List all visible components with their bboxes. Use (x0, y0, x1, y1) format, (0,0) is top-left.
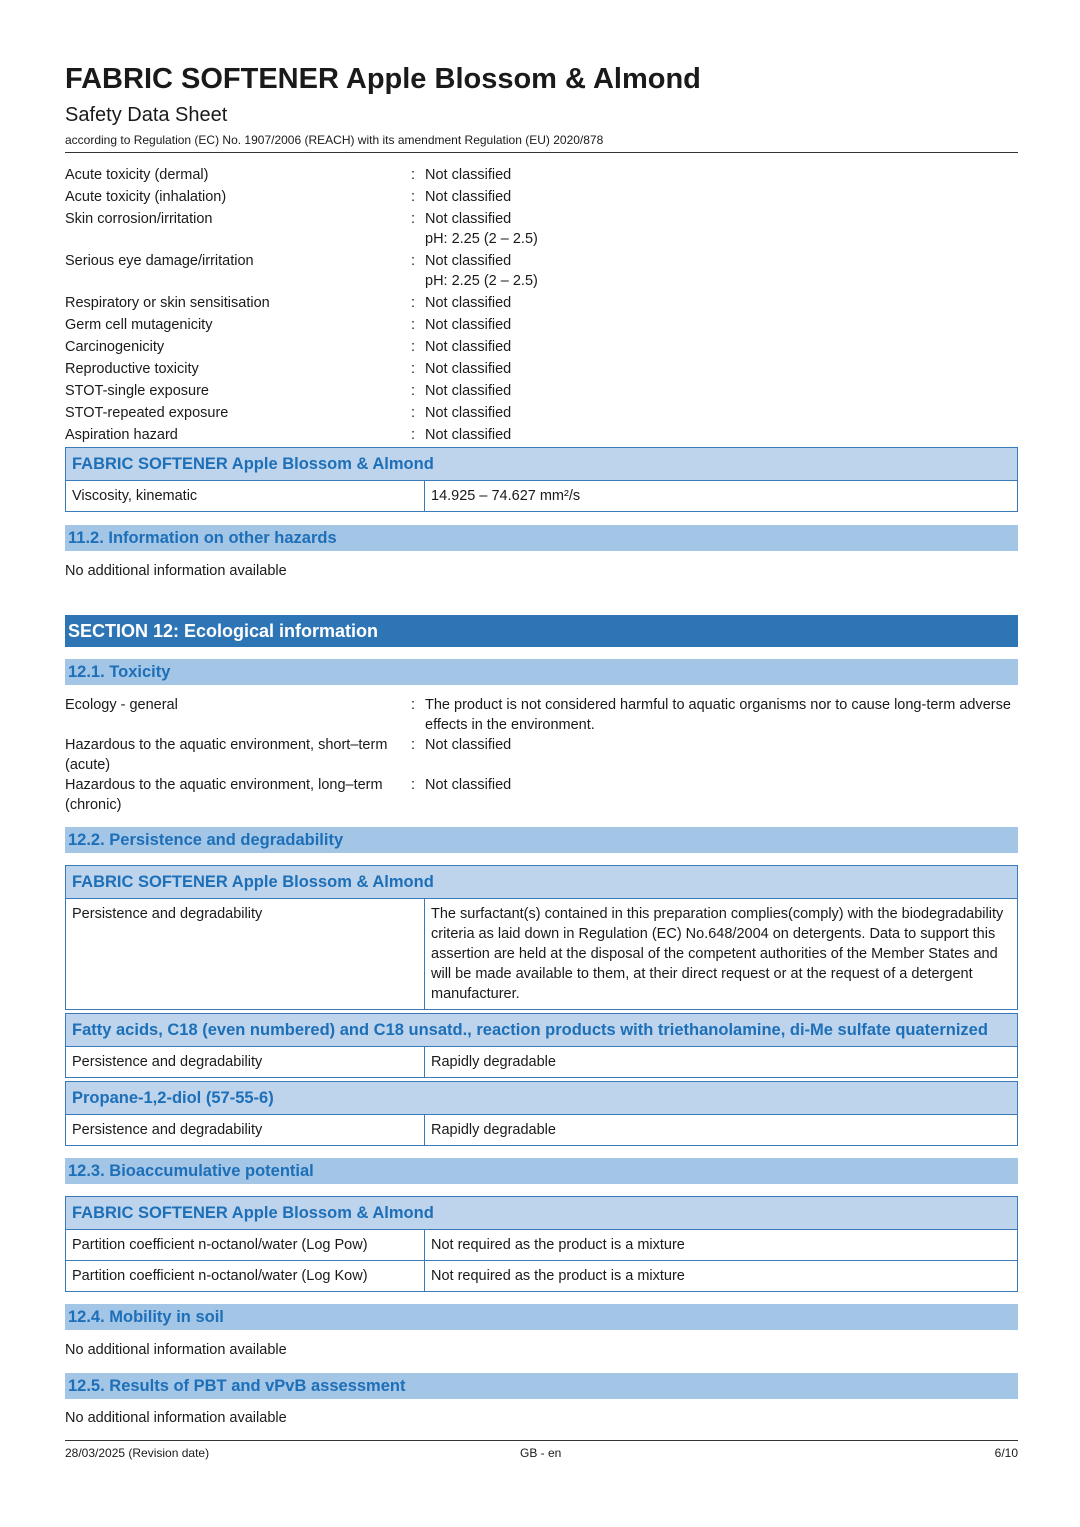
property-row (65, 337, 1018, 357)
table-header: FABRIC SOFTENER Apple Blossom & Almond (66, 866, 1017, 899)
colon: : (411, 697, 416, 713)
table-cell-key: Partition coefficient n-octanol/water (Log Kow) (66, 1261, 425, 1291)
table-cell-value: Not required as the product is a mixture (431, 1237, 685, 1253)
footer-divider (65, 1440, 1018, 1441)
table-cell-key: Persistence and degradability (66, 1115, 425, 1145)
subsection-12-4-text: No additional information available (65, 1342, 287, 1358)
colon: : (411, 405, 416, 421)
property-value (425, 251, 1018, 291)
property-label: Serious eye damage/irritation (65, 253, 254, 269)
colon: : (411, 253, 416, 269)
table-header: Propane-1,2-diol (57-55-6) (66, 1082, 1017, 1115)
locale-label: GB - en (520, 1446, 562, 1460)
property-value-ph: pH: 2.25 (2 – 2.5) (425, 273, 538, 289)
table-header: FABRIC SOFTENER Apple Blossom & Almond (66, 1197, 1017, 1230)
table-header: Fatty acids, C18 (even numbered) and C18 unsatd., reaction products with triethanolamine, di-Me sulfate quaternized (66, 1014, 1017, 1047)
property-value: Not classified (425, 737, 512, 753)
property-row (65, 735, 1018, 775)
property-row (65, 403, 1018, 423)
colon: : (411, 427, 416, 443)
property-label: Hazardous to the aquatic environment, short–term (acute) (65, 737, 388, 773)
table-cell-value: The surfactant(s) contained in this preparation complies(comply) with the biodegradability criteria as laid down in Regulation (EC) No.648/2004 on detergents. Data to support this assertion are held at the disposal of the competent authorities of the Member States and will be made available to them, at their direct request or at the request of a detergent manufacturer. (431, 906, 1004, 1002)
table-cell-value: Rapidly degradable (431, 1122, 556, 1138)
property-value: Not classified (425, 777, 512, 793)
viscosity-table (65, 447, 1018, 512)
property-label: STOT-single exposure (65, 383, 209, 399)
property-label: Skin corrosion/irritation (65, 211, 213, 227)
property-value: Not classified (425, 295, 512, 311)
property-row (65, 359, 1018, 379)
colon: : (411, 737, 416, 753)
property-value-main: Not classified (425, 253, 512, 269)
subsection-11-2-text: No additional information available (65, 563, 287, 579)
persistence-table-fatty-acids (65, 1013, 1018, 1078)
property-value: Not classified (425, 167, 512, 183)
table-cell-value: 14.925 – 74.627 mm²/s (431, 488, 581, 504)
bioaccumulation-table (65, 1196, 1018, 1292)
property-label: STOT-repeated exposure (65, 405, 229, 421)
table-cell-value: Not required as the product is a mixture (431, 1268, 685, 1284)
document-title: FABRIC SOFTENER Apple Blossom & Almond (65, 63, 701, 95)
subsection-12-5-text: No additional information available (65, 1410, 287, 1426)
property-label: Acute toxicity (dermal) (65, 167, 209, 183)
property-value: Not classified (425, 361, 512, 377)
property-row (65, 165, 1018, 185)
property-value: The product is not considered harmful to aquatic organisms nor to cause long-term adverse effects in the environment. (425, 697, 1011, 733)
section-12-header: SECTION 12: Ecological information (65, 615, 1018, 647)
colon: : (411, 317, 416, 333)
property-label: Germ cell mutagenicity (65, 317, 213, 333)
colon: : (411, 383, 416, 399)
persistence-table-product (65, 865, 1018, 1010)
header-divider (65, 152, 1018, 153)
toxicity-properties-list (65, 165, 1018, 445)
table-cell-key: Persistence and degradability (66, 1047, 425, 1077)
table-cell-key: Viscosity, kinematic (66, 481, 425, 511)
property-label: Reproductive toxicity (65, 361, 199, 377)
property-value: Not classified (425, 339, 512, 355)
property-value: Not classified (425, 317, 512, 333)
colon: : (411, 361, 416, 377)
colon: : (411, 211, 416, 227)
table-cell-value: Rapidly degradable (431, 1054, 556, 1070)
property-value: Not classified (425, 427, 512, 443)
property-row (65, 381, 1018, 401)
regulation-note: according to Regulation (EC) No. 1907/2006 (REACH) with its amendment Regulation (EU) 2020/878 (65, 133, 604, 147)
subsection-11-2-header: 11.2. Information on other hazards (65, 525, 1018, 551)
colon: : (411, 339, 416, 355)
property-row (65, 775, 1018, 815)
subsection-12-3-header: 12.3. Bioaccumulative potential (65, 1158, 1018, 1184)
table-row (66, 481, 1017, 511)
subsection-12-5-header: 12.5. Results of PBT and vPvB assessment (65, 1373, 1018, 1399)
colon: : (411, 189, 416, 205)
property-label: Acute toxicity (inhalation) (65, 189, 227, 205)
property-value: Not classified (425, 189, 512, 205)
property-value (425, 209, 1018, 249)
property-value-ph: pH: 2.25 (2 – 2.5) (425, 231, 538, 247)
page-number: 6/10 (994, 1446, 1018, 1460)
revision-date: 28/03/2025 (Revision date) (65, 1446, 210, 1460)
table-row (66, 899, 1017, 1009)
property-label: Aspiration hazard (65, 427, 178, 443)
property-label: Carcinogenicity (65, 339, 165, 355)
property-value-main: Not classified (425, 211, 512, 227)
property-row (65, 315, 1018, 335)
subsection-12-1-header: 12.1. Toxicity (65, 659, 1018, 685)
property-row (65, 209, 1018, 249)
property-label: Respiratory or skin sensitisation (65, 295, 270, 311)
table-row (66, 1047, 1017, 1077)
colon: : (411, 167, 416, 183)
table-row (66, 1230, 1017, 1260)
ecotoxicity-list (65, 695, 1018, 815)
property-label: Ecology - general (65, 697, 178, 713)
property-row (65, 187, 1018, 207)
persistence-table-propanediol (65, 1081, 1018, 1146)
table-row (66, 1260, 1017, 1291)
colon: : (411, 777, 416, 793)
property-row (65, 695, 1018, 735)
document-subtitle: Safety Data Sheet (65, 104, 228, 126)
table-cell-key: Partition coefficient n-octanol/water (Log Pow) (66, 1230, 425, 1260)
subsection-12-4-header: 12.4. Mobility in soil (65, 1304, 1018, 1330)
table-row (66, 1115, 1017, 1145)
property-row (65, 251, 1018, 291)
subsection-12-2-header: 12.2. Persistence and degradability (65, 827, 1018, 853)
property-label: Hazardous to the aquatic environment, long–term (chronic) (65, 777, 383, 813)
property-value: Not classified (425, 383, 512, 399)
table-cell-key: Persistence and degradability (66, 899, 425, 1009)
colon: : (411, 295, 416, 311)
table-header: FABRIC SOFTENER Apple Blossom & Almond (66, 448, 1017, 481)
property-row (65, 425, 1018, 445)
property-row (65, 293, 1018, 313)
property-value: Not classified (425, 405, 512, 421)
